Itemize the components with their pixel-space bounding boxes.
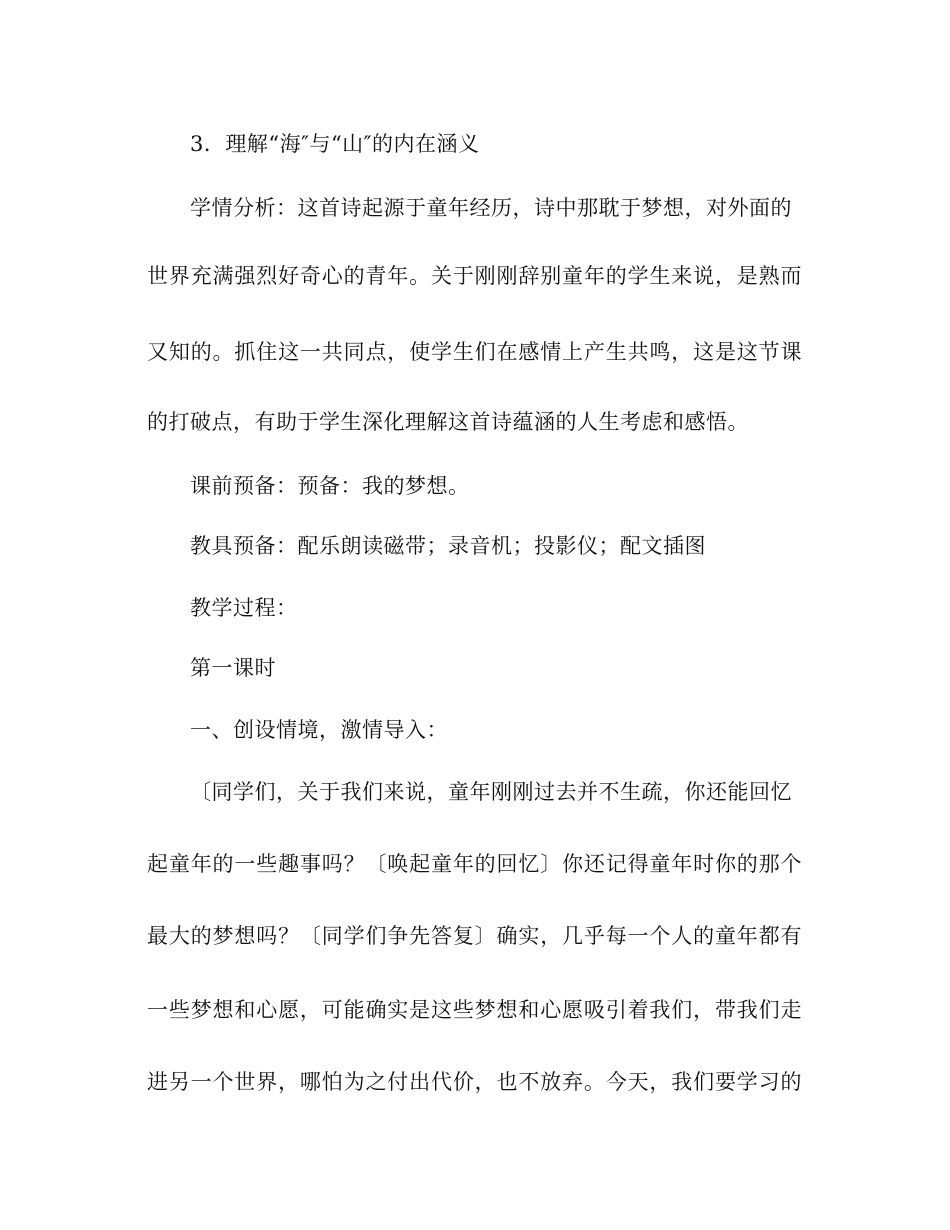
intro-paragraph-line-2: 起童年的一些趣事吗？〔唤起童年的回忆〕你还记得童年时你的那个: [147, 852, 802, 876]
lesson-heading: 第一课时: [190, 656, 276, 680]
teaching-aids-line: 教具预备：配乐朗读磁带；录音机；投影仪；配文插图: [190, 534, 706, 558]
preparation-line: 课前预备：预备：我的梦想。: [190, 474, 470, 498]
section-heading: 一、创设情境，激情导入：: [190, 718, 448, 742]
intro-paragraph-line-1: 〔同学们，关于我们来说，童年刚刚过去并不生疏，你还能回忆: [190, 780, 792, 804]
intro-paragraph-line-5: 进另一个世界，哪怕为之付出代价，也不放弃。今天，我们要学习的: [147, 1070, 802, 1094]
analysis-paragraph-line-4: 的打破点，有助于学生深化理解这首诗蕴涵的人生考虑和感悟。: [147, 410, 749, 434]
analysis-paragraph-line-2: 世界充满强烈好奇心的青年。关于刚刚辞别童年的学生来说，是熟而: [147, 264, 802, 288]
analysis-paragraph-line-3: 又知的。抓住这一共同点，使学生们在感情上产生共鸣，这是这节课: [147, 340, 802, 364]
process-heading: 教学过程：: [190, 596, 298, 620]
analysis-paragraph-line-1: 学情分析：这首诗起源于童年经历，诗中那耽于梦想，对外面的: [190, 196, 792, 220]
intro-paragraph-line-3: 最大的梦想吗？〔同学们争先答复〕确实，几乎每一个人的童年都有: [147, 924, 802, 948]
intro-paragraph-line-4: 一些梦想和心愿，可能确实是这些梦想和心愿吸引着我们，带我们走: [147, 998, 802, 1022]
objective-item-3: 3．理解“海″与“山″的内在涵义: [190, 132, 480, 156]
